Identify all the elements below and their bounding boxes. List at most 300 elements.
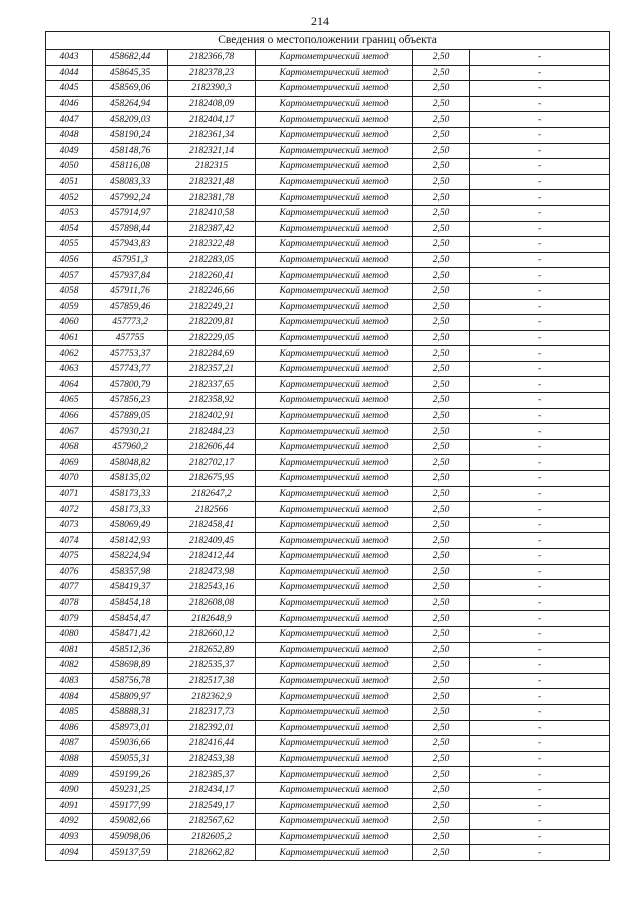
- y-coordinate-cell: 2182366,78: [168, 50, 256, 66]
- point-number-cell: 4059: [46, 299, 93, 315]
- point-number-cell: 4055: [46, 237, 93, 253]
- precision-cell: 2,50: [413, 127, 470, 143]
- y-coordinate-cell: 2182453,38: [168, 751, 256, 767]
- x-coordinate-cell: 459199,26: [93, 767, 168, 783]
- table-row: [46, 595, 610, 611]
- x-coordinate-cell: 457856,23: [93, 393, 168, 409]
- note-cell: -: [470, 486, 610, 502]
- y-coordinate-cell: 2182321,48: [168, 174, 256, 190]
- note-cell: -: [470, 704, 610, 720]
- precision-cell: 2,50: [413, 346, 470, 362]
- y-coordinate-cell: 2182549,17: [168, 798, 256, 814]
- method-cell: Картометрический метод: [256, 486, 413, 502]
- precision-cell: 2,50: [413, 424, 470, 440]
- precision-cell: 2,50: [413, 533, 470, 549]
- table-row: [46, 455, 610, 471]
- method-cell: Картометрический метод: [256, 471, 413, 487]
- precision-cell: 2,50: [413, 704, 470, 720]
- note-cell: -: [470, 689, 610, 705]
- y-coordinate-cell: 2182409,45: [168, 533, 256, 549]
- method-cell: Картометрический метод: [256, 455, 413, 471]
- page-number: 214: [311, 14, 329, 28]
- table-row: [46, 81, 610, 97]
- point-number-cell: 4060: [46, 315, 93, 331]
- method-cell: Картометрический метод: [256, 611, 413, 627]
- note-cell: -: [470, 408, 610, 424]
- precision-cell: 2,50: [413, 673, 470, 689]
- point-number-cell: 4071: [46, 486, 93, 502]
- y-coordinate-cell: 2182675,95: [168, 471, 256, 487]
- table-row: [46, 127, 610, 143]
- precision-cell: 2,50: [413, 798, 470, 814]
- precision-cell: 2,50: [413, 439, 470, 455]
- y-coordinate-cell: 2182652,89: [168, 642, 256, 658]
- note-cell: -: [470, 814, 610, 830]
- x-coordinate-cell: 459036,66: [93, 736, 168, 752]
- method-cell: Картометрический метод: [256, 642, 413, 658]
- point-number-cell: 4092: [46, 814, 93, 830]
- y-coordinate-cell: 2182473,98: [168, 564, 256, 580]
- y-coordinate-cell: 2182361,34: [168, 127, 256, 143]
- point-number-cell: 4087: [46, 736, 93, 752]
- table-row: [46, 767, 610, 783]
- method-cell: Картометрический метод: [256, 517, 413, 533]
- boundary-table: [45, 31, 610, 861]
- y-coordinate-cell: 2182434,17: [168, 782, 256, 798]
- point-number-cell: 4072: [46, 502, 93, 518]
- point-number-cell: 4075: [46, 549, 93, 565]
- point-number-cell: 4076: [46, 564, 93, 580]
- x-coordinate-cell: 458973,01: [93, 720, 168, 736]
- method-cell: Картометрический метод: [256, 580, 413, 596]
- method-cell: Картометрический метод: [256, 377, 413, 393]
- point-number-cell: 4082: [46, 658, 93, 674]
- precision-cell: 2,50: [413, 564, 470, 580]
- method-cell: Картометрический метод: [256, 751, 413, 767]
- method-cell: Картометрический метод: [256, 190, 413, 206]
- point-number-cell: 4047: [46, 112, 93, 128]
- method-cell: Картометрический метод: [256, 814, 413, 830]
- precision-cell: 2,50: [413, 845, 470, 861]
- method-cell: Картометрический метод: [256, 533, 413, 549]
- table-row: [46, 408, 610, 424]
- note-cell: -: [470, 564, 610, 580]
- y-coordinate-cell: 2182322,48: [168, 237, 256, 253]
- point-number-cell: 4051: [46, 174, 93, 190]
- note-cell: -: [470, 96, 610, 112]
- method-cell: Картометрический метод: [256, 268, 413, 284]
- x-coordinate-cell: 458069,49: [93, 517, 168, 533]
- precision-cell: 2,50: [413, 268, 470, 284]
- note-cell: -: [470, 159, 610, 175]
- table-row: [46, 346, 610, 362]
- y-coordinate-cell: 2182387,42: [168, 221, 256, 237]
- precision-cell: 2,50: [413, 221, 470, 237]
- method-cell: Картометрический метод: [256, 798, 413, 814]
- table-row: [46, 159, 610, 175]
- method-cell: Картометрический метод: [256, 845, 413, 861]
- x-coordinate-cell: 458083,33: [93, 174, 168, 190]
- x-coordinate-cell: 457755: [93, 330, 168, 346]
- y-coordinate-cell: 2182702,17: [168, 455, 256, 471]
- table-row: [46, 252, 610, 268]
- point-number-cell: 4058: [46, 283, 93, 299]
- point-number-cell: 4045: [46, 81, 93, 97]
- table-row: [46, 377, 610, 393]
- precision-cell: 2,50: [413, 829, 470, 845]
- point-number-cell: 4077: [46, 580, 93, 596]
- precision-cell: 2,50: [413, 751, 470, 767]
- y-coordinate-cell: 2182410,58: [168, 205, 256, 221]
- method-cell: Картометрический метод: [256, 65, 413, 81]
- point-number-cell: 4061: [46, 330, 93, 346]
- table-row: [46, 330, 610, 346]
- table-row: [46, 361, 610, 377]
- table-row: [46, 798, 610, 814]
- note-cell: -: [470, 81, 610, 97]
- y-coordinate-cell: 2182566: [168, 502, 256, 518]
- x-coordinate-cell: 458148,76: [93, 143, 168, 159]
- precision-cell: 2,50: [413, 580, 470, 596]
- x-coordinate-cell: 459137,59: [93, 845, 168, 861]
- note-cell: -: [470, 611, 610, 627]
- y-coordinate-cell: 2182608,08: [168, 595, 256, 611]
- y-coordinate-cell: 2182362,9: [168, 689, 256, 705]
- note-cell: -: [470, 736, 610, 752]
- precision-cell: 2,50: [413, 549, 470, 565]
- x-coordinate-cell: 457914,97: [93, 205, 168, 221]
- y-coordinate-cell: 2182390,3: [168, 81, 256, 97]
- x-coordinate-cell: 458264,94: [93, 96, 168, 112]
- precision-cell: 2,50: [413, 361, 470, 377]
- y-coordinate-cell: 2182260,41: [168, 268, 256, 284]
- note-cell: -: [470, 549, 610, 565]
- point-number-cell: 4067: [46, 424, 93, 440]
- x-coordinate-cell: 457773,2: [93, 315, 168, 331]
- point-number-cell: 4074: [46, 533, 93, 549]
- method-cell: Картометрический метод: [256, 829, 413, 845]
- x-coordinate-cell: 458173,33: [93, 486, 168, 502]
- method-cell: Картометрический метод: [256, 658, 413, 674]
- table-row: [46, 393, 610, 409]
- x-coordinate-cell: 457992,24: [93, 190, 168, 206]
- x-coordinate-cell: 457960,2: [93, 439, 168, 455]
- note-cell: -: [470, 595, 610, 611]
- note-cell: -: [470, 268, 610, 284]
- table-row: [46, 736, 610, 752]
- y-coordinate-cell: 2182416,44: [168, 736, 256, 752]
- x-coordinate-cell: 457951,3: [93, 252, 168, 268]
- table-row: [46, 549, 610, 565]
- method-cell: Картометрический метод: [256, 720, 413, 736]
- y-coordinate-cell: 2182404,17: [168, 112, 256, 128]
- table-row: [46, 439, 610, 455]
- method-cell: Картометрический метод: [256, 689, 413, 705]
- precision-cell: 2,50: [413, 455, 470, 471]
- table-row: [46, 205, 610, 221]
- point-number-cell: 4056: [46, 252, 93, 268]
- method-cell: Картометрический метод: [256, 767, 413, 783]
- y-coordinate-cell: 2182317,73: [168, 704, 256, 720]
- y-coordinate-cell: 2182412,44: [168, 549, 256, 565]
- y-coordinate-cell: 2182283,05: [168, 252, 256, 268]
- method-cell: Картометрический метод: [256, 595, 413, 611]
- note-cell: -: [470, 424, 610, 440]
- table-row: [46, 782, 610, 798]
- x-coordinate-cell: 457859,46: [93, 299, 168, 315]
- precision-cell: 2,50: [413, 502, 470, 518]
- note-cell: -: [470, 455, 610, 471]
- x-coordinate-cell: 458190,24: [93, 127, 168, 143]
- table-row: [46, 174, 610, 190]
- method-cell: Картометрический метод: [256, 221, 413, 237]
- point-number-cell: 4090: [46, 782, 93, 798]
- note-cell: -: [470, 361, 610, 377]
- table-row: [46, 471, 610, 487]
- x-coordinate-cell: 459098,06: [93, 829, 168, 845]
- point-number-cell: 4081: [46, 642, 93, 658]
- method-cell: Картометрический метод: [256, 299, 413, 315]
- precision-cell: 2,50: [413, 471, 470, 487]
- note-cell: -: [470, 65, 610, 81]
- y-coordinate-cell: 2182249,21: [168, 299, 256, 315]
- y-coordinate-cell: 2182543,16: [168, 580, 256, 596]
- x-coordinate-cell: 457889,05: [93, 408, 168, 424]
- point-number-cell: 4053: [46, 205, 93, 221]
- point-number-cell: 4064: [46, 377, 93, 393]
- x-coordinate-cell: 458419,37: [93, 580, 168, 596]
- point-number-cell: 4086: [46, 720, 93, 736]
- note-cell: -: [470, 439, 610, 455]
- precision-cell: 2,50: [413, 143, 470, 159]
- method-cell: Картометрический метод: [256, 127, 413, 143]
- precision-cell: 2,50: [413, 377, 470, 393]
- precision-cell: 2,50: [413, 486, 470, 502]
- note-cell: -: [470, 315, 610, 331]
- table-row: [46, 673, 610, 689]
- note-cell: -: [470, 252, 610, 268]
- note-cell: -: [470, 580, 610, 596]
- note-cell: -: [470, 658, 610, 674]
- point-number-cell: 4048: [46, 127, 93, 143]
- point-number-cell: 4049: [46, 143, 93, 159]
- x-coordinate-cell: 458048,82: [93, 455, 168, 471]
- point-number-cell: 4063: [46, 361, 93, 377]
- x-coordinate-cell: 458357,98: [93, 564, 168, 580]
- point-number-cell: 4046: [46, 96, 93, 112]
- table-row: [46, 96, 610, 112]
- method-cell: Картометрический метод: [256, 408, 413, 424]
- y-coordinate-cell: 2182358,92: [168, 393, 256, 409]
- x-coordinate-cell: 458135,02: [93, 471, 168, 487]
- y-coordinate-cell: 2182385,37: [168, 767, 256, 783]
- note-cell: -: [470, 642, 610, 658]
- x-coordinate-cell: 459177,99: [93, 798, 168, 814]
- precision-cell: 2,50: [413, 159, 470, 175]
- precision-cell: 2,50: [413, 96, 470, 112]
- point-number-cell: 4084: [46, 689, 93, 705]
- y-coordinate-cell: 2182606,44: [168, 439, 256, 455]
- note-cell: -: [470, 50, 610, 66]
- method-cell: Картометрический метод: [256, 50, 413, 66]
- x-coordinate-cell: 458471,42: [93, 626, 168, 642]
- method-cell: Картометрический метод: [256, 96, 413, 112]
- point-number-cell: 4057: [46, 268, 93, 284]
- note-cell: -: [470, 190, 610, 206]
- table-row: [46, 845, 610, 861]
- x-coordinate-cell: 458224,94: [93, 549, 168, 565]
- precision-cell: 2,50: [413, 237, 470, 253]
- method-cell: Картометрический метод: [256, 424, 413, 440]
- y-coordinate-cell: 2182535,37: [168, 658, 256, 674]
- method-cell: Картометрический метод: [256, 237, 413, 253]
- precision-cell: 2,50: [413, 112, 470, 128]
- method-cell: Картометрический метод: [256, 159, 413, 175]
- precision-cell: 2,50: [413, 174, 470, 190]
- point-number-cell: 4073: [46, 517, 93, 533]
- method-cell: Картометрический метод: [256, 736, 413, 752]
- y-coordinate-cell: 2182567,62: [168, 814, 256, 830]
- precision-cell: 2,50: [413, 408, 470, 424]
- point-number-cell: 4091: [46, 798, 93, 814]
- table-row: [46, 829, 610, 845]
- table-row: [46, 642, 610, 658]
- precision-cell: 2,50: [413, 65, 470, 81]
- x-coordinate-cell: 459231,25: [93, 782, 168, 798]
- note-cell: -: [470, 517, 610, 533]
- y-coordinate-cell: 2182229,05: [168, 330, 256, 346]
- y-coordinate-cell: 2182484,23: [168, 424, 256, 440]
- table-row: [46, 564, 610, 580]
- x-coordinate-cell: 458209,03: [93, 112, 168, 128]
- point-number-cell: 4088: [46, 751, 93, 767]
- table-row: [46, 237, 610, 253]
- precision-cell: 2,50: [413, 330, 470, 346]
- method-cell: Картометрический метод: [256, 112, 413, 128]
- y-coordinate-cell: 2182321,14: [168, 143, 256, 159]
- table-row: [46, 50, 610, 66]
- x-coordinate-cell: 457800,79: [93, 377, 168, 393]
- precision-cell: 2,50: [413, 283, 470, 299]
- point-number-cell: 4085: [46, 704, 93, 720]
- x-coordinate-cell: 458173,33: [93, 502, 168, 518]
- table-row: [46, 283, 610, 299]
- point-number-cell: 4083: [46, 673, 93, 689]
- x-coordinate-cell: 458454,47: [93, 611, 168, 627]
- x-coordinate-cell: 458888,31: [93, 704, 168, 720]
- method-cell: Картометрический метод: [256, 439, 413, 455]
- x-coordinate-cell: 457898,44: [93, 221, 168, 237]
- note-cell: -: [470, 299, 610, 315]
- table-row: [46, 190, 610, 206]
- point-number-cell: 4069: [46, 455, 93, 471]
- x-coordinate-cell: 459055,31: [93, 751, 168, 767]
- x-coordinate-cell: 458569,06: [93, 81, 168, 97]
- method-cell: Картометрический метод: [256, 502, 413, 518]
- method-cell: Картометрический метод: [256, 346, 413, 362]
- note-cell: -: [470, 767, 610, 783]
- table-row: [46, 502, 610, 518]
- precision-cell: 2,50: [413, 626, 470, 642]
- y-coordinate-cell: 2182284,69: [168, 346, 256, 362]
- note-cell: -: [470, 626, 610, 642]
- table-row: [46, 720, 610, 736]
- method-cell: Картометрический метод: [256, 252, 413, 268]
- point-number-cell: 4070: [46, 471, 93, 487]
- note-cell: -: [470, 720, 610, 736]
- precision-cell: 2,50: [413, 299, 470, 315]
- method-cell: Картометрический метод: [256, 81, 413, 97]
- note-cell: -: [470, 127, 610, 143]
- method-cell: Картометрический метод: [256, 704, 413, 720]
- table-row: [46, 704, 610, 720]
- y-coordinate-cell: 2182660,12: [168, 626, 256, 642]
- note-cell: -: [470, 751, 610, 767]
- note-cell: -: [470, 829, 610, 845]
- x-coordinate-cell: 458698,89: [93, 658, 168, 674]
- precision-cell: 2,50: [413, 814, 470, 830]
- table-caption: Сведения о местоположении границ объекта: [46, 32, 610, 50]
- precision-cell: 2,50: [413, 595, 470, 611]
- table-row: [46, 486, 610, 502]
- note-cell: -: [470, 502, 610, 518]
- y-coordinate-cell: 2182605,2: [168, 829, 256, 845]
- precision-cell: 2,50: [413, 50, 470, 66]
- method-cell: Картометрический метод: [256, 782, 413, 798]
- y-coordinate-cell: 2182517,38: [168, 673, 256, 689]
- table-row: [46, 626, 610, 642]
- point-number-cell: 4062: [46, 346, 93, 362]
- precision-cell: 2,50: [413, 315, 470, 331]
- precision-cell: 2,50: [413, 611, 470, 627]
- point-number-cell: 4068: [46, 439, 93, 455]
- point-number-cell: 4043: [46, 50, 93, 66]
- x-coordinate-cell: 458512,36: [93, 642, 168, 658]
- note-cell: -: [470, 673, 610, 689]
- x-coordinate-cell: 457743,77: [93, 361, 168, 377]
- precision-cell: 2,50: [413, 767, 470, 783]
- point-number-cell: 4079: [46, 611, 93, 627]
- point-number-cell: 4054: [46, 221, 93, 237]
- y-coordinate-cell: 2182402,91: [168, 408, 256, 424]
- method-cell: Картометрический метод: [256, 361, 413, 377]
- y-coordinate-cell: 2182315: [168, 159, 256, 175]
- note-cell: -: [470, 782, 610, 798]
- point-number-cell: 4093: [46, 829, 93, 845]
- method-cell: Картометрический метод: [256, 549, 413, 565]
- point-number-cell: 4065: [46, 393, 93, 409]
- x-coordinate-cell: 457753,37: [93, 346, 168, 362]
- note-cell: -: [470, 471, 610, 487]
- table-row: [46, 112, 610, 128]
- table-row: [46, 315, 610, 331]
- x-coordinate-cell: 458454,18: [93, 595, 168, 611]
- point-number-cell: 4094: [46, 845, 93, 861]
- note-cell: -: [470, 346, 610, 362]
- precision-cell: 2,50: [413, 720, 470, 736]
- note-cell: -: [470, 221, 610, 237]
- table-row: [46, 424, 610, 440]
- precision-cell: 2,50: [413, 393, 470, 409]
- note-cell: -: [470, 330, 610, 346]
- precision-cell: 2,50: [413, 658, 470, 674]
- x-coordinate-cell: 458809,97: [93, 689, 168, 705]
- table-row: [46, 517, 610, 533]
- note-cell: -: [470, 112, 610, 128]
- y-coordinate-cell: 2182381,78: [168, 190, 256, 206]
- table-caption-row: [46, 32, 610, 50]
- method-cell: Картометрический метод: [256, 174, 413, 190]
